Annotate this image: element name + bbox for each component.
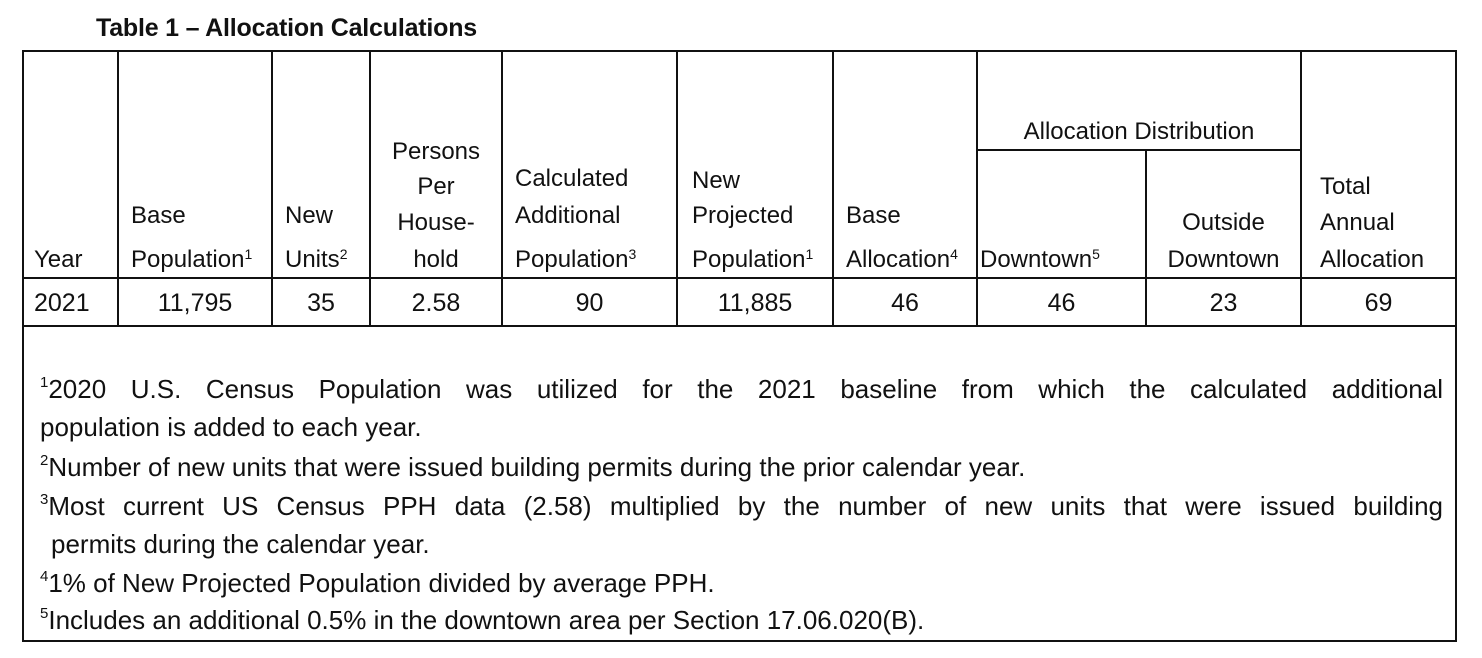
- cell-pph: 2.58: [411, 289, 461, 317]
- cell-calc-additional: 90: [575, 289, 604, 317]
- cell-outside-downtown: 23: [1209, 289, 1238, 317]
- footnote-2: $^2$Number of new units that were issued building permits during the prior calendar year.: [40, 452, 1026, 482]
- header-base-population-line1: Base: [131, 202, 186, 229]
- header-total-annual-line1: Total: [1320, 173, 1371, 200]
- footnote-mark: 1: [40, 374, 49, 391]
- header-base-allocation-line1: Base: [846, 202, 901, 229]
- header-new-units-line1: New: [285, 202, 334, 229]
- header-total-annual-line3: Allocation: [1320, 246, 1425, 273]
- footnote-1-line1: $^1$2020 U.S. Census Population was utilized for the 2021 baseline from which the calculated additional: [40, 374, 1443, 404]
- footnote-mark: 5: [40, 605, 49, 622]
- footnote-5: $^5$Includes an additional 0.5% in the downtown area per Section 17.06.020(B).: [40, 605, 925, 635]
- header-new-units-line2: Units$^2$: [285, 246, 348, 273]
- header-total-annual-line2: Annual: [1320, 209, 1395, 236]
- footnote-3-line2: permits during the calendar year.: [51, 529, 430, 559]
- cell-base-population: 11,795: [157, 289, 233, 317]
- footnote-ref: 5: [1092, 246, 1100, 262]
- footnote-1-line2: population is added to each year.: [40, 412, 422, 442]
- header-downtown: Downtown$^5$: [980, 246, 1100, 273]
- header-allocation-distribution: Allocation Distribution: [1023, 118, 1255, 145]
- table-caption: Table 1 – Allocation Calculations: [96, 14, 477, 42]
- cell-new-projected: 11,885: [717, 289, 793, 317]
- header-calc-additional-line2: Additional: [515, 202, 621, 229]
- header-calc-additional-line1: Calculated: [515, 165, 629, 192]
- footnote-ref: 2: [339, 246, 348, 262]
- footnote-ref: 4: [950, 246, 958, 262]
- header-new-projected-line2: Projected: [692, 202, 794, 229]
- header-pph-line3: House-: [397, 209, 475, 236]
- cell-year: 2021: [34, 289, 90, 317]
- header-new-projected-line1: New: [692, 167, 741, 194]
- footnote-mark: 4: [40, 568, 49, 585]
- header-outside-downtown-line2: Downtown: [1167, 246, 1280, 273]
- footnote-mark: 2: [40, 452, 49, 469]
- footnote-3-line1: $^3$Most current US Census PPH data (2.58) multiplied by the number of new units that were issued building: [40, 491, 1443, 521]
- footnote-4: $^4$1% of New Projected Population divided by average PPH.: [40, 568, 715, 598]
- cell-total-annual: 69: [1364, 289, 1393, 317]
- cell-base-allocation: 46: [891, 289, 919, 317]
- header-calc-additional-line3: Population$^3$: [515, 246, 637, 273]
- header-pph-line2: Per: [417, 173, 455, 200]
- footnote-mark: 3: [40, 491, 49, 508]
- footnote-ref: 3: [628, 246, 637, 262]
- header-base-allocation-line2: Allocation$^4$: [846, 246, 958, 273]
- cell-downtown: 46: [1047, 289, 1076, 317]
- header-year: Year: [34, 246, 83, 273]
- header-base-population-line2: Population$^1$: [131, 246, 253, 273]
- footnote-ref: 1: [805, 246, 814, 262]
- header-new-projected-line3: Population$^1$: [692, 246, 814, 273]
- header-outside-downtown-line1: Outside: [1182, 209, 1265, 236]
- header-pph-line1: Persons: [391, 138, 481, 165]
- footnote-ref: 1: [244, 246, 253, 262]
- header-pph-line4: hold: [413, 246, 459, 273]
- body-row-divider: [22, 325, 1457, 327]
- cell-new-units: 35: [307, 289, 335, 317]
